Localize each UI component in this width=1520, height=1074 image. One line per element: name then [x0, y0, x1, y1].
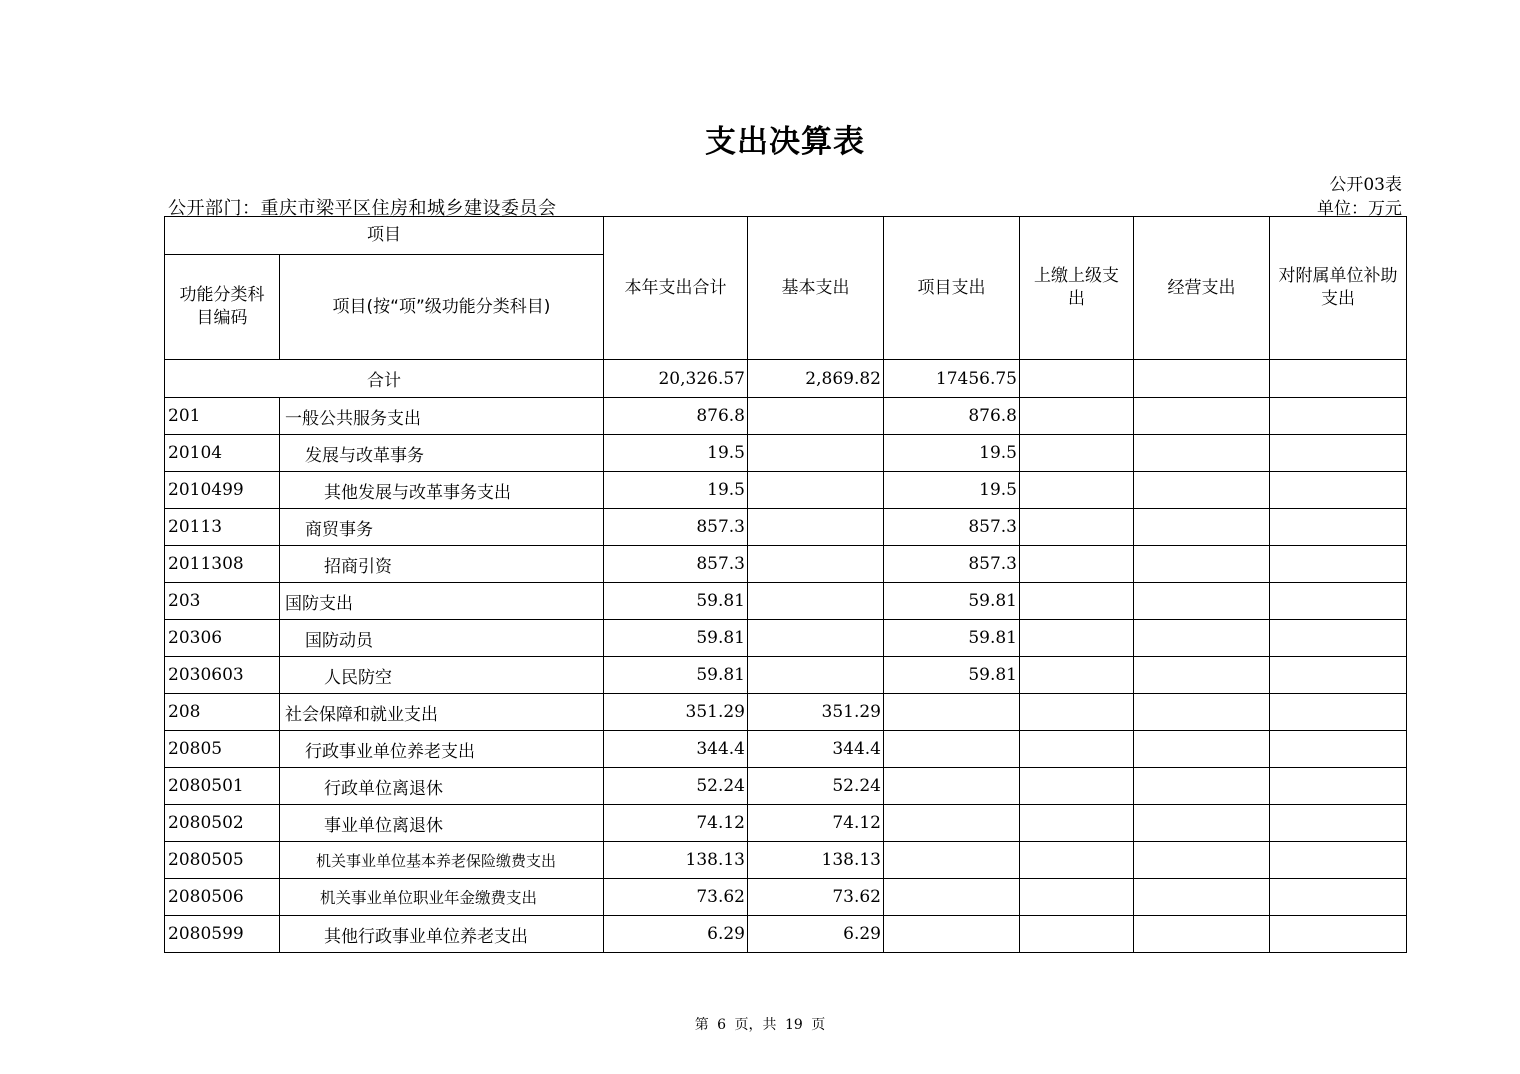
subsidy-cell: [1270, 694, 1407, 731]
name-cell: 其他行政事业单位养老支出: [280, 916, 604, 953]
code-cell: 2080506: [165, 879, 280, 916]
upper-cell: [1020, 916, 1134, 953]
upper-cell: [1020, 435, 1134, 472]
project-cell: [884, 731, 1020, 768]
business-cell: [1134, 472, 1270, 509]
total-cell: 876.8: [604, 398, 748, 435]
basic-cell: 74.12: [748, 805, 884, 842]
total-cell: 138.13: [604, 842, 748, 879]
total-cell: 20,326.57: [604, 360, 748, 398]
subsidy-cell: [1270, 620, 1407, 657]
subsidy-cell: [1270, 657, 1407, 694]
upper-cell: [1020, 398, 1134, 435]
upper-cell: [1020, 694, 1134, 731]
basic-cell: 52.24: [748, 768, 884, 805]
basic-cell: 6.29: [748, 916, 884, 953]
name-cell: 国防动员: [280, 620, 604, 657]
upper-cell: [1020, 879, 1134, 916]
department-label: 公开部门：重庆市梁平区住房和城乡建设委员会: [168, 198, 557, 219]
subsidy-cell: [1270, 731, 1407, 768]
basic-cell: 73.62: [748, 879, 884, 916]
table-row: [165, 842, 1407, 879]
unit-label: 单位：万元: [1317, 199, 1402, 219]
header-subsidy: 对附属单位补助支出: [1270, 217, 1407, 360]
header-business: 经营支出: [1134, 217, 1270, 360]
footer-total-pages: 19: [785, 1017, 803, 1033]
upper-cell: [1020, 805, 1134, 842]
business-cell: [1134, 879, 1270, 916]
total-label: 合计: [165, 360, 604, 398]
project-cell: 59.81: [884, 620, 1020, 657]
upper-cell: [1020, 768, 1134, 805]
table-row: [165, 731, 1407, 768]
business-cell: [1134, 731, 1270, 768]
business-cell: [1134, 805, 1270, 842]
subsidy-cell: [1270, 768, 1407, 805]
table-row: [165, 694, 1407, 731]
code-cell: 203: [165, 583, 280, 620]
basic-cell: 2,869.82: [748, 360, 884, 398]
business-cell: [1134, 546, 1270, 583]
code-cell: 20306: [165, 620, 280, 657]
subsidy-cell: [1270, 360, 1407, 398]
total-cell: 6.29: [604, 916, 748, 953]
project-cell: 19.5: [884, 435, 1020, 472]
basic-cell: 344.4: [748, 731, 884, 768]
table-row: [165, 879, 1407, 916]
name-cell: 行政单位离退休: [280, 768, 604, 805]
total-cell: 74.12: [604, 805, 748, 842]
table-row: [165, 620, 1407, 657]
total-cell: 857.3: [604, 546, 748, 583]
basic-cell: [748, 398, 884, 435]
table-row: [165, 509, 1407, 546]
subsidy-cell: [1270, 842, 1407, 879]
subsidy-cell: [1270, 398, 1407, 435]
total-cell: 351.29: [604, 694, 748, 731]
subsidy-cell: [1270, 879, 1407, 916]
project-cell: 857.3: [884, 546, 1020, 583]
table-row: [165, 398, 1407, 435]
project-cell: 17456.75: [884, 360, 1020, 398]
business-cell: [1134, 583, 1270, 620]
name-cell: 事业单位离退休: [280, 805, 604, 842]
name-cell: 机关事业单位职业年金缴费支出: [280, 879, 604, 916]
basic-cell: [748, 509, 884, 546]
code-cell: 2080501: [165, 768, 280, 805]
total-cell: 52.24: [604, 768, 748, 805]
project-cell: [884, 694, 1020, 731]
business-cell: [1134, 768, 1270, 805]
name-cell: 发展与改革事务: [280, 435, 604, 472]
project-cell: [884, 879, 1020, 916]
business-cell: [1134, 694, 1270, 731]
total-cell: 344.4: [604, 731, 748, 768]
header-upper: 上缴上级支出: [1020, 217, 1134, 360]
business-cell: [1134, 620, 1270, 657]
table-row: [165, 768, 1407, 805]
subsidy-cell: [1270, 916, 1407, 953]
basic-cell: [748, 657, 884, 694]
total-cell: 59.81: [604, 657, 748, 694]
name-cell: 国防支出: [280, 583, 604, 620]
table-row: [165, 546, 1407, 583]
name-cell: 行政事业单位养老支出: [280, 731, 604, 768]
subsidy-cell: [1270, 546, 1407, 583]
business-cell: [1134, 398, 1270, 435]
business-cell: [1134, 360, 1270, 398]
footer-page: 6: [717, 1017, 727, 1033]
project-cell: 59.81: [884, 583, 1020, 620]
header-item-group: 项目: [165, 217, 604, 255]
code-cell: 2010499: [165, 472, 280, 509]
code-cell: 2030603: [165, 657, 280, 694]
upper-cell: [1020, 620, 1134, 657]
total-cell: 857.3: [604, 509, 748, 546]
project-cell: 876.8: [884, 398, 1020, 435]
business-cell: [1134, 509, 1270, 546]
header-project: 项目支出: [884, 217, 1020, 360]
header-code: 功能分类科目编码: [165, 255, 280, 360]
code-cell: 2080505: [165, 842, 280, 879]
total-row: [165, 360, 1407, 398]
upper-cell: [1020, 731, 1134, 768]
upper-cell: [1020, 472, 1134, 509]
name-cell: 招商引资: [280, 546, 604, 583]
upper-cell: [1020, 546, 1134, 583]
table-row: [165, 916, 1407, 953]
subsidy-cell: [1270, 472, 1407, 509]
code-cell: 208: [165, 694, 280, 731]
footer-suffix: 页: [811, 1017, 826, 1033]
basic-cell: [748, 472, 884, 509]
name-cell: 商贸事务: [280, 509, 604, 546]
total-cell: 59.81: [604, 620, 748, 657]
project-cell: 59.81: [884, 657, 1020, 694]
project-cell: [884, 805, 1020, 842]
code-cell: 201: [165, 398, 280, 435]
code-cell: 2011308: [165, 546, 280, 583]
table-row: [165, 435, 1407, 472]
page-title: 支出决算表: [705, 124, 865, 160]
name-cell: 社会保障和就业支出: [280, 694, 604, 731]
project-cell: 19.5: [884, 472, 1020, 509]
project-cell: [884, 842, 1020, 879]
upper-cell: [1020, 657, 1134, 694]
business-cell: [1134, 435, 1270, 472]
business-cell: [1134, 916, 1270, 953]
basic-cell: [748, 620, 884, 657]
basic-cell: [748, 435, 884, 472]
total-cell: 19.5: [604, 435, 748, 472]
subsidy-cell: [1270, 435, 1407, 472]
total-cell: 19.5: [604, 472, 748, 509]
code-cell: 2080599: [165, 916, 280, 953]
table-row: [165, 472, 1407, 509]
project-cell: [884, 768, 1020, 805]
project-cell: 857.3: [884, 509, 1020, 546]
code-cell: 2080502: [165, 805, 280, 842]
name-cell: 其他发展与改革事务支出: [280, 472, 604, 509]
total-cell: 59.81: [604, 583, 748, 620]
table-row: [165, 583, 1407, 620]
header-name: 项目(按“项”级功能分类科目): [280, 255, 604, 360]
footer-prefix: 第: [694, 1017, 709, 1033]
upper-cell: [1020, 360, 1134, 398]
page-footer: [0, 1014, 1520, 1034]
business-cell: [1134, 842, 1270, 879]
total-cell: 73.62: [604, 879, 748, 916]
subsidy-cell: [1270, 805, 1407, 842]
form-number: 公开03表: [1329, 175, 1402, 195]
basic-cell: [748, 546, 884, 583]
subsidy-cell: [1270, 509, 1407, 546]
project-cell: [884, 916, 1020, 953]
header-total: 本年支出合计: [604, 217, 748, 360]
upper-cell: [1020, 509, 1134, 546]
table-row: [165, 657, 1407, 694]
footer-mid: 页，共: [734, 1017, 777, 1033]
basic-cell: [748, 583, 884, 620]
upper-cell: [1020, 583, 1134, 620]
table-row: [165, 805, 1407, 842]
code-cell: 20805: [165, 731, 280, 768]
name-cell: 人民防空: [280, 657, 604, 694]
basic-cell: 138.13: [748, 842, 884, 879]
basic-cell: 351.29: [748, 694, 884, 731]
upper-cell: [1020, 842, 1134, 879]
name-cell: 机关事业单位基本养老保险缴费支出: [280, 842, 604, 879]
name-cell: 一般公共服务支出: [280, 398, 604, 435]
subsidy-cell: [1270, 583, 1407, 620]
header-basic: 基本支出: [748, 217, 884, 360]
business-cell: [1134, 657, 1270, 694]
code-cell: 20104: [165, 435, 280, 472]
expenditure-table: [164, 216, 1407, 953]
code-cell: 20113: [165, 509, 280, 546]
